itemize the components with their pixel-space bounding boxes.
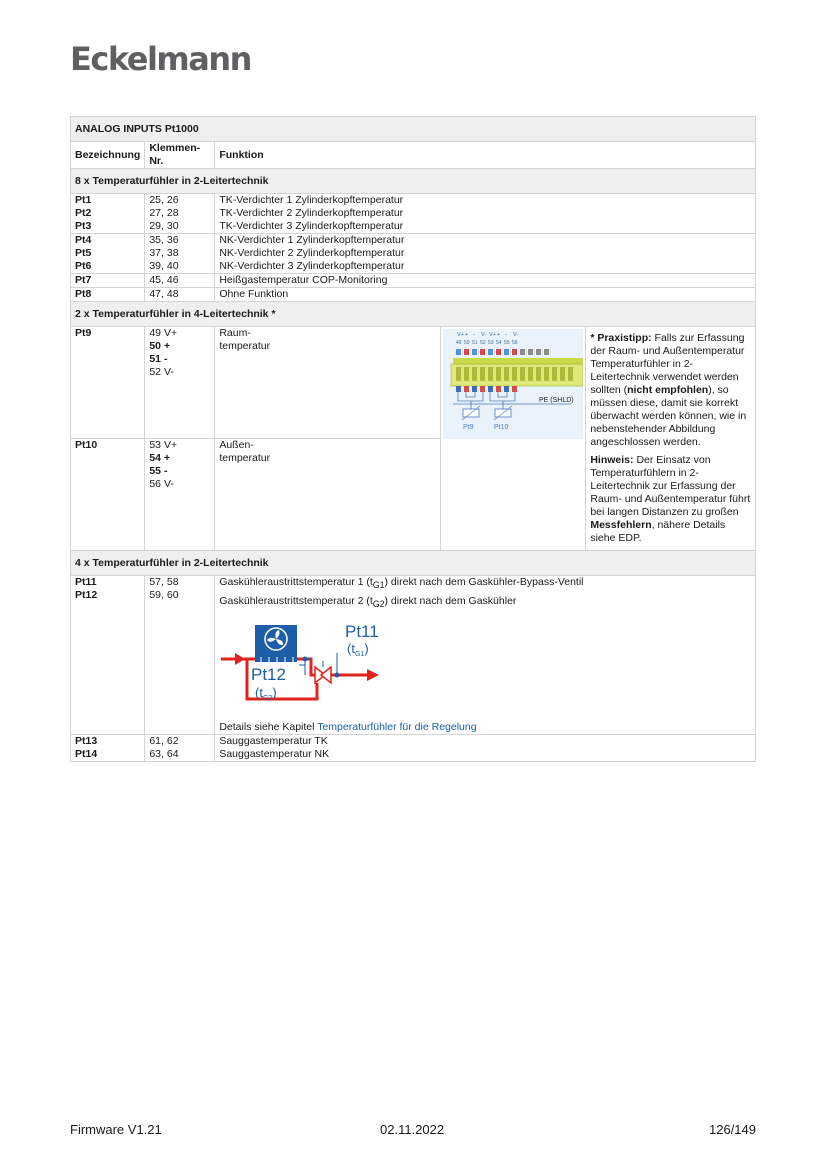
terminal-top-label: V+: [457, 332, 465, 338]
brand-logo: Eckelmann: [70, 40, 251, 78]
pt12-label: Pt12: [251, 665, 287, 685]
tip-text: ), so müssen diese, damit sie korrekt überwacht werden können, wie in nebenstehender Abbildung angeschlossen werden.: [590, 384, 747, 448]
hint-text: Der Einsatz von Temperaturfühlern in 2-Leitertechnik zur Erfassung der Raum- und Außentemperatur führt bei langen Distanzen zu großen: [590, 454, 751, 518]
terminal-numbers: 29, 30: [149, 220, 179, 232]
function-text: Ohne Funktion: [215, 288, 756, 302]
terminal-number: 49 V+: [149, 327, 178, 339]
function-text: temperatur: [219, 452, 271, 464]
header-bezeichnung: Bezeichnung: [71, 142, 145, 169]
function-text: Außen-: [219, 439, 254, 451]
header-klemmen: Klemmen-Nr.: [145, 142, 215, 169]
footer-firmware: Firmware V1.21: [70, 1122, 162, 1137]
sensor-name: Pt11: [75, 576, 97, 588]
table-row: [71, 274, 756, 288]
terminal-numbers: 39, 40: [149, 260, 179, 272]
pin-number: 50: [464, 340, 470, 346]
function-text: Sauggastemperatur TK: [219, 735, 328, 748]
terminal-top-label: V-: [481, 332, 487, 338]
flow-arrow-icon: [235, 653, 245, 665]
header-funktion: Funktion: [215, 142, 756, 169]
pin-number: 51: [472, 340, 478, 346]
tip-label: * Praxistipp:: [590, 332, 652, 344]
tip-text: Falls zur Erfassung der Raum- und Außentemperatur Temperaturfühler in 2-Leitertechnik verwendet werden sollten (: [590, 332, 745, 396]
sensor-name: Pt9: [71, 327, 145, 439]
table-title: ANALOG INPUTS Pt1000: [71, 117, 756, 142]
table-row: [71, 194, 756, 234]
hint-emphasis: Messfehlern: [590, 519, 652, 531]
function-text: Gaskühleraustrittstemperatur 2 $(t_{G2})$ direkt nach dem Gaskühler: [219, 595, 517, 610]
terminal-block-top: [453, 358, 583, 364]
function-text: temperatur: [219, 340, 271, 352]
sensor-name: Pt14: [75, 748, 98, 761]
terminal-top-label: +: [465, 332, 469, 338]
sensor-name: Pt12: [75, 589, 98, 601]
function-text: Raum-: [219, 327, 251, 339]
terminal-numbers: 47, 48: [145, 288, 215, 302]
terminal-numbers: 45, 46: [145, 274, 215, 288]
function-text: NK-Verdichter 3 Zylinderkopftemperatur: [219, 260, 405, 272]
terminal-number: 55 -: [149, 465, 168, 477]
table-row: [71, 234, 756, 274]
pin-number: 54: [496, 340, 502, 346]
terminal-number: 54 +: [149, 452, 171, 464]
function-text: NK-Verdichter 1 Zylinderkopftemperatur: [219, 234, 405, 246]
terminal-number: 53 V+: [149, 439, 178, 451]
sensor-name: Pt6: [75, 260, 92, 272]
footer-page-number: 126/149: [709, 1122, 756, 1137]
section-title-2-leiter: 8 x Temperaturfühler in 2-Leitertechnik: [71, 169, 756, 194]
gascooler-fan-icon: [255, 625, 297, 657]
terminal-number: 51 -: [149, 353, 168, 365]
terminal-number: 56 V-: [149, 478, 174, 490]
details-link[interactable]: Temperaturfühler für die Regelung: [317, 721, 477, 734]
pt11-tg1-label: $(t_{G1})$: [347, 641, 369, 659]
terminal-numbers: 35, 36: [149, 234, 179, 246]
pt12-tg2-label: $(t_{G2})$: [255, 685, 277, 703]
hint-label: Hinweis:: [590, 454, 634, 466]
terminal-numbers: 61, 62: [149, 735, 179, 748]
section-title-4-leiter: 2 x Temperaturfühler in 4-Leitertechnik *: [71, 302, 756, 327]
sensor-name: Pt1: [75, 194, 92, 206]
sensor-name: Pt7: [71, 274, 145, 288]
terminal-numbers: 37, 38: [149, 247, 179, 259]
function-text: Sauggastemperatur NK: [219, 748, 330, 761]
function-text: TK-Verdichter 3 Zylinderkopftemperatur: [219, 220, 404, 232]
terminal-numbers: 63, 64: [149, 748, 179, 761]
terminal-number: 50 +: [149, 340, 171, 352]
wiring-diagram-cell: [441, 327, 586, 551]
gascooler-diagram: [221, 617, 381, 717]
sensor-name: Pt2: [75, 207, 92, 219]
terminal-screws: [456, 367, 573, 381]
section-title-2-leiter-gaskuehler: 4 x Temperaturfühler in 2-Leitertechnik: [71, 551, 756, 576]
pe-shield-label: PE (SHLD): [539, 397, 574, 404]
hinweis-paragraph: [590, 454, 751, 545]
analog-inputs-table: [70, 116, 756, 762]
sensor-name: Pt3: [75, 220, 92, 232]
details-prefix: Details siehe Kapitel: [219, 721, 318, 734]
terminal-number: 52 V-: [149, 366, 174, 378]
terminal-top-label: V-: [513, 332, 519, 338]
terminal-top-label: V+: [489, 332, 497, 338]
table-row: [71, 576, 756, 735]
table-row: [71, 327, 756, 439]
sensor-name: Pt5: [75, 247, 92, 259]
table-row: [71, 735, 756, 762]
tip-note-cell: [586, 327, 756, 551]
function-text: Heißgastemperatur COP-Monitoring: [215, 274, 756, 288]
function-text: TK-Verdichter 1 Zylinderkopftemperatur: [219, 194, 404, 206]
hint-text: , nähere Details siehe EDP.: [590, 519, 726, 544]
function-text: Gaskühleraustrittstemperatur 1 $(t_{G1})$ direkt nach dem Gaskühler-Bypass-Ventil: [219, 576, 584, 591]
pin-number: 53: [488, 340, 494, 346]
function-text: NK-Verdichter 2 Zylinderkopftemperatur: [219, 247, 405, 259]
footer-date: 02.11.2022: [380, 1122, 445, 1137]
terminal-top-label: -: [505, 332, 508, 338]
details-line: [219, 721, 751, 734]
sensor-name: Pt4: [75, 234, 92, 246]
terminal-numbers: 25, 26: [149, 194, 179, 206]
pin-number: 56: [512, 340, 518, 346]
function-text: TK-Verdichter 2 Zylinderkopftemperatur: [219, 207, 404, 219]
terminal-wiring-diagram: [443, 329, 583, 439]
sensor-label: Pt10: [494, 424, 509, 431]
bypass-valve-icon: [315, 661, 331, 683]
pin-number: 55: [504, 340, 510, 346]
flow-arrow-icon: [367, 669, 379, 681]
terminal-top-label: +: [497, 332, 501, 338]
sensor-name: Pt13: [75, 735, 98, 748]
terminal-numbers: 59, 60: [149, 589, 179, 601]
terminal-numbers: 27, 28: [149, 207, 179, 219]
pin-number: 52: [480, 340, 486, 346]
table-row: [71, 288, 756, 302]
pt11-label: Pt11: [345, 622, 380, 642]
tip-emphasis: nicht empfohlen: [627, 384, 709, 396]
sensor-name: Pt10: [71, 439, 145, 551]
terminal-top-label: -: [473, 332, 476, 338]
sensor-name: Pt8: [71, 288, 145, 302]
praxistipp-paragraph: [590, 332, 751, 449]
pin-number: 49: [456, 340, 462, 346]
sensor-label: Pt9: [463, 424, 474, 431]
terminal-numbers: 57, 58: [149, 576, 179, 588]
